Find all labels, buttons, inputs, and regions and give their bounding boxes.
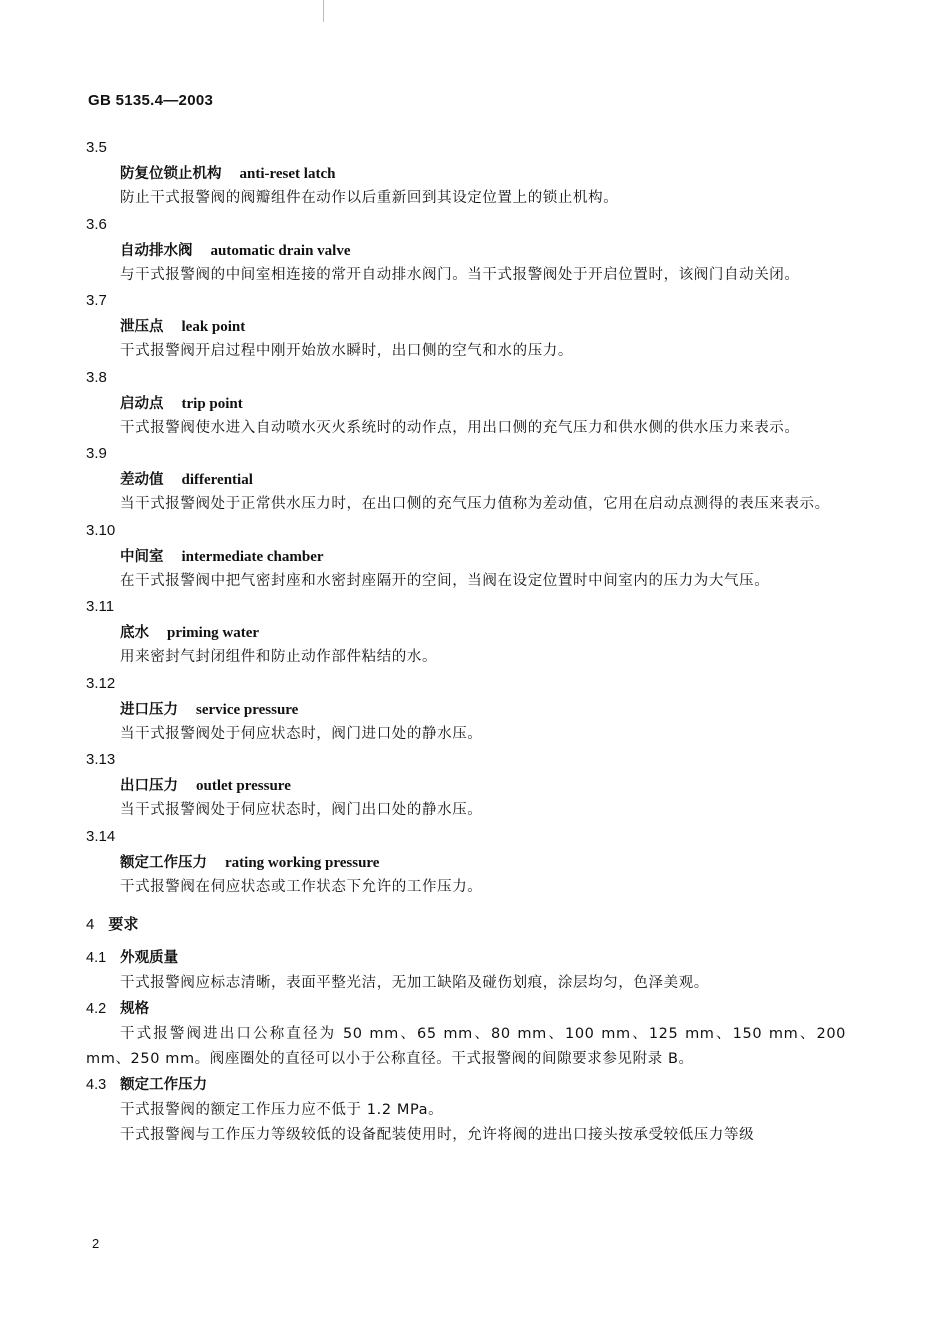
page-number: 2: [92, 1236, 100, 1251]
standard-number: GB 5135.4—2003: [88, 92, 214, 109]
requirement-paragraph: 干式报警阀与工作压力等级较低的设备配装使用时，允许将阀的进出口接头按承受较低压力等级: [120, 1127, 755, 1143]
term-definition: 当干式报警阀处于正常供水压力时，在出口侧的充气压力值称为差动值，它用在启动点测得的表压来表示。: [120, 496, 830, 512]
term-definition: 干式报警阀开启过程中刚开始放水瞬时，出口侧的空气和水的压力。: [120, 343, 573, 359]
term-heading: [120, 620, 846, 645]
clause-number: 3.12: [86, 674, 116, 692]
section-number: 4: [86, 916, 95, 933]
clause-number: 3.8: [86, 368, 107, 386]
term-entry: [86, 594, 846, 671]
term-english: service pressure: [196, 701, 299, 718]
term-english: priming water: [167, 625, 260, 641]
requirement-paragraph: 干式报警阀应标志清晰，表面平整光洁，无加工缺陷及碰伤划痕，涂层均匀，色泽美观。: [120, 975, 709, 991]
term-heading: [120, 773, 846, 798]
term-entry: [86, 288, 846, 365]
term-english: intermediate chamber: [181, 548, 324, 565]
term-definition: 防止干式报警阀的阀瓣组件在动作以后重新回到其设定位置上的锁止机构。: [120, 190, 619, 206]
clause-number: 3.9: [86, 445, 107, 462]
term-entry: [86, 212, 846, 289]
term-heading: [120, 391, 846, 416]
term-definition: 与干式报警阀的中间室相连接的常开自动排水阀门。当干式报警阀处于开启位置时，该阀门自动关闭。: [120, 266, 800, 283]
term-english: anti-reset latch: [239, 166, 336, 182]
term-chinese: 差动值: [120, 472, 164, 488]
term-definition: 干式报警阀在伺应状态或工作状态下允许的工作压力。: [120, 878, 483, 895]
clause-number: 3.13: [86, 751, 116, 768]
term-chinese: 防复位锁止机构: [120, 166, 222, 182]
term-definition: 当干式报警阀处于伺应状态时，阀门出口处的静水压。: [120, 802, 483, 818]
term-english: leak point: [181, 319, 246, 335]
subsection-title: 外观质量: [120, 950, 179, 966]
term-heading: [120, 314, 846, 339]
term-chinese: 启动点: [120, 395, 164, 412]
subsection-heading: [86, 1073, 846, 1098]
subsection-title: 额定工作压力: [120, 1076, 208, 1093]
term-definition: 在干式报警阀中把气密封座和水密封座隔开的空间，当阀在设定位置时中间室内的压力为大气压。: [120, 572, 770, 589]
term-definition: 当干式报警阀处于伺应状态时，阀门进口处的静水压。: [120, 725, 483, 742]
term-heading: [120, 467, 846, 492]
subsection-heading: [86, 946, 846, 971]
term-entry: [86, 824, 846, 901]
term-chinese: 中间室: [120, 548, 164, 565]
subsection-number: 4.3: [86, 1076, 107, 1093]
term-heading: [120, 161, 846, 186]
clause-number: 3.11: [86, 598, 115, 615]
term-entry: [86, 518, 846, 595]
clause-number: 3.5: [86, 139, 107, 156]
clause-number: 3.7: [86, 292, 107, 309]
term-english: trip point: [181, 395, 243, 412]
term-heading: [120, 697, 846, 722]
term-chinese: 底水: [120, 625, 149, 641]
subsection-title: 规格: [120, 1000, 150, 1017]
term-chinese: 自动排水阀: [120, 242, 193, 259]
term-entry: [86, 135, 846, 212]
term-definition: 用来密封气封闭组件和防止动作部件粘结的水。: [120, 649, 438, 665]
term-entry: [86, 365, 846, 442]
term-chinese: 泄压点: [120, 319, 164, 335]
section-heading: [86, 910, 846, 938]
term-definition: 干式报警阀使水进入自动喷水灭火系统时的动作点，用出口侧的充气压力和供水侧的供水压力来表示。: [120, 419, 800, 436]
term-chinese: 额定工作压力: [120, 854, 207, 871]
subsection-number: 4.1: [86, 950, 107, 966]
term-chinese: 出口压力: [120, 778, 178, 794]
subsection-heading: [86, 997, 846, 1022]
term-entry: [86, 671, 846, 748]
term-english: rating working pressure: [225, 854, 380, 871]
term-heading: [120, 238, 846, 263]
requirement-paragraph: 干式报警阀进出口公称直径为 50 mm、65 mm、80 mm、100 mm、125 mm、150 mm、200 mm、250 mm。阀座圈处的直径可以小于公称直径。干式报警阀的间隙要求参见附录 B。: [86, 1025, 846, 1067]
term-english: differential: [181, 472, 253, 488]
term-entry: [86, 747, 846, 824]
term-english: automatic drain valve: [210, 242, 351, 259]
page-content: [86, 135, 846, 1149]
scan-mark: [323, 0, 324, 22]
subsection-number: 4.2: [86, 1000, 107, 1017]
term-heading: [120, 544, 846, 569]
term-chinese: 进口压力: [120, 701, 178, 718]
term-heading: [120, 850, 846, 875]
term-entry: [86, 441, 846, 518]
clause-number: 3.6: [86, 215, 107, 233]
term-english: outlet pressure: [196, 778, 291, 794]
clause-number: 3.10: [86, 521, 116, 539]
clause-number: 3.14: [86, 827, 116, 845]
section-title: 要求: [108, 915, 139, 933]
requirement-paragraph: 干式报警阀的额定工作压力应不低于 1.2 MPa。: [120, 1101, 444, 1118]
